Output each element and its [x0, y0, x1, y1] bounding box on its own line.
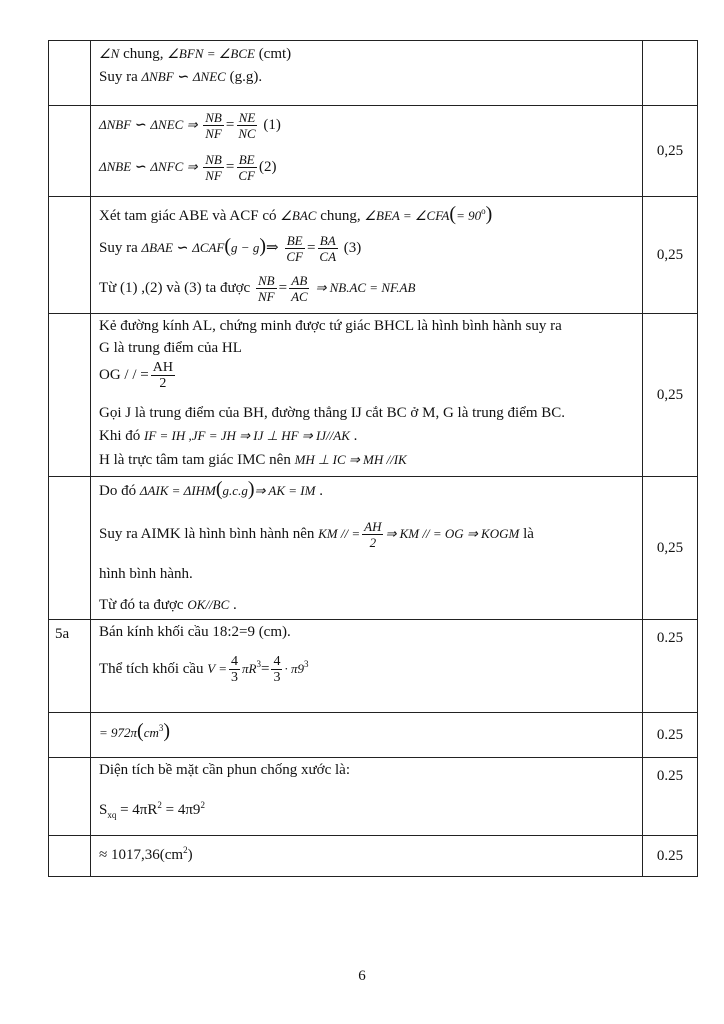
- solution-line: Gọi J là trung điểm của BH, đường thẳng IJ cắt BC ở M, G là trung điểm BC.: [99, 405, 566, 421]
- solution-line: ≈ $1017,36(cm^2)$: [99, 845, 193, 863]
- similar-symbol: ∽: [134, 159, 147, 175]
- solution-cell: [91, 41, 643, 105]
- math-expr: ΔNBE: [99, 158, 132, 174]
- text: H là trực tâm tam giác IMC nên: [99, 452, 295, 468]
- math-expr: ΔNEC: [192, 69, 226, 84]
- text: OG / / =: [99, 366, 149, 383]
- solution-line: Suy ra ΔBAE ∽ ΔCAF(g − g)⇒ $\frac{BE}{CF}$ = $\frac{BA}{CA}$ (3): [99, 233, 362, 264]
- solution-cell: [91, 620, 643, 712]
- score-value: 0.25: [656, 630, 684, 646]
- math-expr: ≈ 1017,36(cm: [99, 847, 184, 863]
- question-label-cell: [49, 758, 91, 835]
- fraction: $\frac{AH}{2}$: [364, 519, 382, 550]
- solution-cell: [91, 197, 643, 313]
- table-row: [49, 757, 697, 835]
- question-label-cell: [49, 41, 91, 105]
- math-expr: ΔCAF: [192, 239, 225, 255]
- solution-table: [48, 40, 698, 877]
- text: (cmt): [254, 46, 292, 62]
- score-value: 0.25: [656, 768, 684, 784]
- fraction: $\frac{4}{3}$: [231, 654, 239, 685]
- score-cell: [643, 620, 697, 712]
- math-expr: = 972π: [99, 725, 138, 740]
- text: (g.g).: [225, 69, 263, 85]
- score-cell: [643, 41, 697, 105]
- text: Suy ra AIMK là hình bình hành nên: [99, 525, 319, 542]
- score-value: 0.25: [656, 726, 684, 743]
- equation-tag: (3): [343, 239, 362, 256]
- solution-line: Từ (1) ,(2) và (3) ta được $\frac{NB}{NF}$ = $\frac{AB}{AC}$ ⇒ NB.AC = NF.AB: [99, 273, 416, 304]
- score-value: 0,25: [656, 539, 684, 556]
- solution-line: Suy ra AIMK là hình bình hành nên KM // = $\frac{AH}{2}$ ⇒ KM // = OG ⇒ KOGM là: [99, 519, 534, 550]
- score-cell: [643, 106, 697, 196]
- table-row: [49, 476, 697, 619]
- equation-tag: (1): [263, 116, 281, 133]
- solution-line: [99, 44, 291, 64]
- score-cell: [643, 758, 697, 835]
- score-cell: [643, 477, 697, 619]
- text: Suy ra: [99, 239, 142, 256]
- fraction: $\frac{AB}{AC}$: [291, 273, 308, 304]
- solution-cell: [91, 477, 643, 619]
- score-cell: [643, 713, 697, 757]
- page-number: 6: [358, 968, 366, 984]
- fraction: $\frac{NB}{NF}$: [205, 152, 222, 183]
- math-expr: KM // =: [318, 525, 361, 541]
- math-expr: ΔNFC ⇒: [150, 158, 198, 174]
- score-value: 0.25: [656, 847, 684, 864]
- question-label-cell: [49, 106, 91, 196]
- text: Từ đó ta được: [99, 597, 188, 613]
- math-expr: S: [99, 802, 108, 818]
- solution-line: Diện tích bề mặt cần phun chống xước là:: [99, 762, 350, 778]
- math-expr: MH ⊥ IC ⇒ MH //IK: [294, 452, 407, 467]
- similar-symbol: ∽: [177, 70, 190, 85]
- solution-line: = $972\pi(cm^3)$: [99, 720, 171, 742]
- fraction: $\frac{BA}{CA}$: [319, 233, 337, 264]
- math-expr: ΔAIK = ΔIHM: [139, 483, 216, 498]
- text: Khi đó: [99, 428, 144, 444]
- solution-line: Thể tích khối cầu V = $\frac{4}{3}$ $\pi R^3=$ $\frac{4}{3}$ · $\pi 9^3$: [99, 654, 309, 685]
- fraction: $\frac{NB}{NF}$: [257, 273, 275, 304]
- fraction: $\frac{BE}{CF}$: [286, 233, 303, 264]
- question-label-cell: [49, 713, 91, 757]
- solution-line: ΔNBE ∽ ΔNFC ⇒ $\frac{NB}{NF}$ = $\frac{BE}{CF}$ (2): [99, 152, 277, 183]
- fraction: $\frac{AH}{2}$: [152, 360, 173, 391]
- math-expr: OK//BC: [187, 597, 230, 612]
- math-expr: IF = IH ,JF = JH ⇒ IJ ⊥ HF ⇒ IJ//AK: [144, 428, 350, 443]
- math-expr: ΔNBF: [141, 69, 174, 84]
- math-expr: ΔNBF: [99, 116, 132, 132]
- fraction: $\frac{BE}{CF}$: [238, 152, 255, 183]
- score-cell: [643, 314, 697, 476]
- similar-symbol: ∽: [134, 117, 147, 133]
- question-label-cell: [49, 197, 91, 313]
- solution-line: Bán kính khối cầu 18:2=9 (cm).: [99, 624, 291, 640]
- solution-line: G là trung điểm của HL: [99, 340, 242, 356]
- math-expr: ΔBAE: [141, 239, 173, 255]
- solution-cell: [91, 758, 643, 835]
- table-row: [49, 313, 697, 476]
- score-cell: [643, 836, 697, 876]
- solution-line: [99, 67, 262, 87]
- solution-cell: [91, 106, 643, 196]
- score-value: 0,25: [656, 386, 684, 403]
- text: Thể tích khối cầu: [99, 660, 208, 677]
- table-row: [49, 712, 697, 757]
- question-label: 5a: [55, 626, 70, 642]
- math-expr: ⇒ KM // = OG ⇒ KOGM: [385, 525, 520, 541]
- question-label-cell: [49, 314, 91, 476]
- math-expr: V =: [207, 660, 228, 676]
- fraction: $\frac{NB}{NF}$: [205, 110, 222, 141]
- solution-line: hình bình hành.: [99, 566, 193, 582]
- solution-cell: [91, 713, 643, 757]
- table-row: [49, 196, 697, 313]
- question-label-cell: [49, 620, 91, 712]
- question-label-cell: [49, 477, 91, 619]
- equation-tag: (2): [258, 158, 277, 175]
- solution-line: ΔNBF ∽ ΔNEC ⇒ $\frac{NB}{NF}$ = $\frac{NE}{NC}$ (1): [99, 110, 281, 141]
- math-expr: ∠BAC: [280, 208, 317, 223]
- math-expr: ∠BFN = ∠BCE: [167, 46, 255, 61]
- solution-line: Xét tam giác ABE và ACF có ∠BAC chung, ∠BEA = ∠CFA(= $90^o$): [99, 203, 493, 225]
- solution-line: Từ đó ta được OK//BC .: [99, 597, 237, 613]
- solution-line: [99, 450, 407, 470]
- solution-cell: [91, 836, 643, 876]
- text: chung,: [119, 46, 168, 62]
- solution-line: Kẻ đường kính AL, chứng minh được tứ giác BHCL là hình bình hành suy ra: [99, 318, 562, 334]
- solution-cell: [91, 314, 643, 476]
- solution-line: Khi đó IF = IH ,JF = JH ⇒ IJ ⊥ HF ⇒ IJ//AK .: [99, 428, 358, 444]
- solution-line: $S_{xq} = 4\pi R^2 = 4\pi 9^2$: [99, 800, 205, 820]
- table-row: [49, 105, 697, 196]
- text: Từ (1) ,(2) và (3) ta được: [99, 279, 254, 296]
- text: chung,: [316, 208, 365, 224]
- score-value: 0,25: [656, 142, 684, 159]
- similar-symbol: ∽: [176, 240, 189, 256]
- text: Xét tam giác ABE và ACF có: [99, 208, 281, 224]
- text: Do đó: [99, 483, 140, 499]
- solution-line: [99, 360, 177, 391]
- question-label-cell: [49, 836, 91, 876]
- text: Suy ra: [99, 69, 142, 85]
- score-cell: [643, 197, 697, 313]
- math-expr: ⇒ AK = IM: [254, 483, 316, 498]
- table-row: [49, 40, 697, 105]
- solution-line: Do đó ΔAIK = ΔIHM(g.c.g)⇒ AK = IM .: [99, 478, 323, 500]
- table-row: [49, 835, 697, 876]
- fraction: $\frac{4}{3}$: [273, 654, 281, 685]
- score-value: 0,25: [656, 246, 684, 263]
- math-expr: ∠N: [99, 46, 120, 61]
- math-expr: ∠BEA = ∠CFA: [364, 208, 450, 223]
- table-row: [49, 619, 697, 712]
- math-expr: ⇒ NB.AC = NF.AB: [315, 279, 416, 295]
- math-expr: ΔNEC ⇒: [150, 116, 198, 132]
- fraction: $\frac{NE}{NC}$: [238, 110, 256, 141]
